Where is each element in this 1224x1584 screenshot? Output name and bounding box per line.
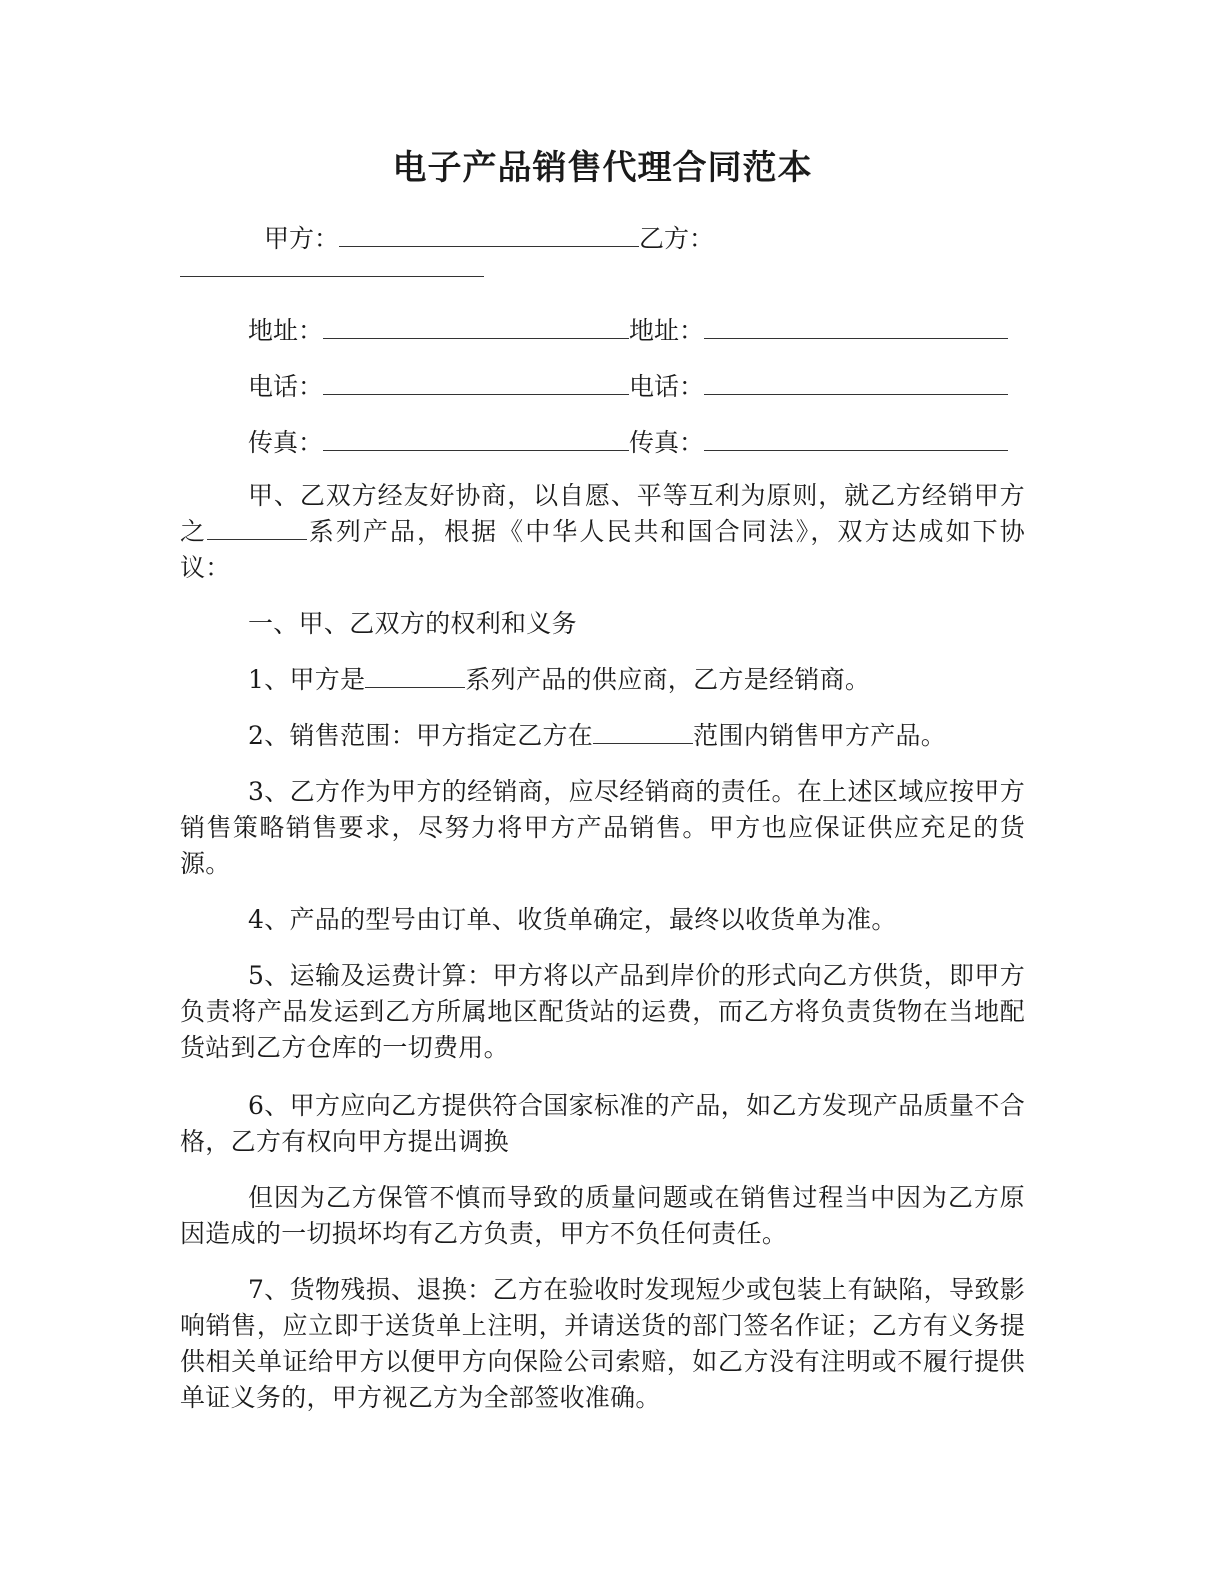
party-b-blank[interactable]	[180, 248, 484, 277]
fax-line	[180, 422, 1025, 461]
clause-5: 5、运输及运费计算：甲方将以产品到岸价的形式向乙方供货，即甲方负责将产品发运到乙方所属地区配货站的运费，而乙方将负责货物在当地配货站到乙方仓库的一切费用。	[180, 961, 1025, 1062]
intro-paragraph	[180, 478, 1025, 586]
address-label-a: 地址：	[248, 316, 324, 345]
document-title: 电子产品销售代理合同范本	[392, 148, 813, 188]
party-b-label: 乙方：	[639, 224, 715, 253]
clause-1-blank[interactable]	[365, 663, 465, 688]
fax-b-blank[interactable]	[704, 422, 1008, 451]
phone-b-blank[interactable]	[704, 366, 1008, 395]
intro-text-1: 甲、乙双方经友好协商，以自愿、平等互利为原则，就乙方经销甲方之	[180, 481, 1025, 546]
fax-a-blank[interactable]	[323, 422, 629, 451]
clause-2-text-1: 2、销售范围：甲方指定乙方在	[248, 721, 594, 750]
clause-2	[180, 718, 1025, 754]
clause-3: 3、乙方作为甲方的经销商，应尽经销商的责任。在上述区域应按甲方销售策略销售要求，尽努力将甲方产品销售。甲方也应保证供应充足的货源。	[180, 777, 1025, 878]
clause-1-text-2: 系列产品的供应商，乙方是经销商。	[465, 665, 871, 694]
clause-1-text-1: 1、甲方是	[248, 665, 366, 694]
clause-4: 4、产品的型号由订单、收货单确定，最终以收货单为准。	[248, 905, 897, 934]
document-page	[180, 0, 1025, 1584]
phone-label-a: 电话：	[248, 372, 324, 401]
product-series-blank[interactable]	[207, 515, 307, 540]
party-a-blank[interactable]	[339, 218, 639, 247]
address-line	[180, 310, 1025, 349]
party-b-blank-line	[180, 248, 1025, 287]
phone-a-blank[interactable]	[323, 366, 629, 395]
fax-label-a: 传真：	[248, 428, 324, 457]
party-a-label: 甲方：	[264, 224, 340, 253]
address-b-blank[interactable]	[704, 310, 1008, 339]
address-label-b: 地址：	[629, 316, 705, 345]
phone-label-b: 电话：	[629, 372, 705, 401]
clause-6-continuation: 但因为乙方保管不慎而导致的质量问题或在销售过程当中因为乙方原因造成的一切损坏均有乙方负责，甲方不负任何责任。	[180, 1183, 1025, 1248]
section-heading: 一、甲、乙双方的权利和义务	[248, 609, 577, 638]
clause-7: 7、货物残损、退换：乙方在验收时发现短少或包装上有缺陷，导致影响销售，应立即于送货单上注明，并请送货的部门签名作证；乙方有义务提供相关单证给甲方以便甲方向保险公司索赔，如乙方没有注明或不履行提供单证义务的，甲方视乙方为全部签收准确。	[180, 1275, 1025, 1412]
clause-6: 6、甲方应向乙方提供符合国家标准的产品，如乙方发现产品质量不合格，乙方有权向甲方提出调换	[180, 1091, 1025, 1156]
clause-2-text-2: 范围内销售甲方产品。	[693, 721, 947, 750]
intro-text-2: 系列产品，根据《中华人民共和国合同法》，双方达成如下协议：	[180, 517, 1025, 582]
fax-label-b: 传真：	[629, 428, 705, 457]
clause-2-blank[interactable]	[593, 719, 693, 744]
address-a-blank[interactable]	[323, 310, 629, 339]
clause-1	[180, 662, 1025, 698]
phone-line	[180, 366, 1025, 405]
